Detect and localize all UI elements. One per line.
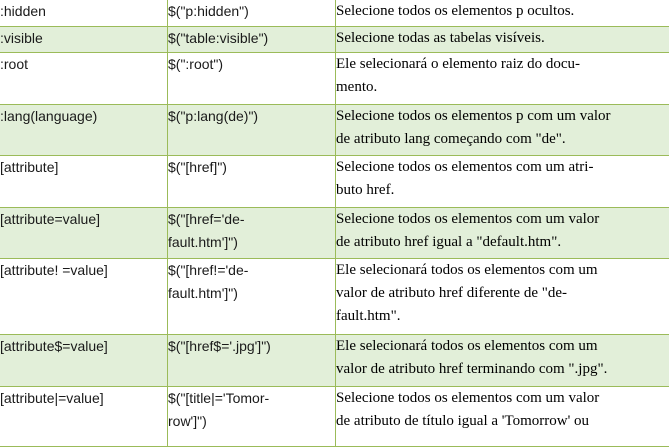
description-line: de atributo lang começando com "de". (336, 128, 669, 151)
description-line: Selecione todos os elementos com um valor (336, 208, 669, 231)
example-cell (168, 105, 336, 156)
example-code: fault.htm']") (168, 231, 335, 254)
selector-text: :root (0, 53, 167, 76)
selector-text: :lang(language) (0, 105, 167, 128)
example-cell (168, 335, 336, 387)
description-cell (336, 0, 669, 27)
description-line: Selecione todas as tabelas visíveis. (336, 27, 669, 50)
example-cell (168, 208, 336, 259)
table-row (0, 105, 669, 156)
selector-text: :hidden (0, 0, 167, 23)
description-cell (336, 208, 669, 259)
example-code: $("p:hidden") (168, 0, 335, 23)
description-line: Ele selecionará o elemento raiz do docu- (336, 53, 669, 76)
description-line: Selecione todos os elementos p ocultos. (336, 0, 669, 23)
example-cell (168, 0, 336, 27)
description-cell (336, 387, 669, 447)
example-code: $("p:lang(de)") (168, 105, 335, 128)
description-line: fault.htm". (336, 305, 669, 328)
description-line: Selecione todos os elementos com um valor (336, 387, 669, 410)
example-code: $("[href]") (168, 156, 335, 179)
example-cell (168, 156, 336, 208)
description-cell (336, 53, 669, 105)
example-code: $("[title|='Tomor- (168, 387, 335, 410)
description-line: mento. (336, 76, 669, 99)
selector-cell (0, 105, 168, 156)
example-code: $("table:visible") (168, 27, 335, 50)
description-line: Ele selecionará todos os elementos com um (336, 335, 669, 358)
description-line: Ele selecionará todos os elementos com um (336, 259, 669, 282)
selector-text: [attribute|=value] (0, 387, 167, 410)
selector-text: [attribute] (0, 156, 167, 179)
description-line: buto href. (336, 179, 669, 202)
table-row (0, 259, 669, 335)
description-line: Selecione todos os elementos p com um valor (336, 105, 669, 128)
table-row (0, 208, 669, 259)
table-row (0, 27, 669, 53)
table-row (0, 335, 669, 387)
description-line: valor de atributo href terminando com ".jpg". (336, 358, 669, 381)
selector-text: [attribute=value] (0, 208, 167, 231)
selector-cell (0, 53, 168, 105)
table-row (0, 53, 669, 105)
table-row (0, 387, 669, 447)
table-row (0, 156, 669, 208)
example-cell (168, 53, 336, 105)
selector-cell (0, 27, 168, 53)
description-cell (336, 259, 669, 335)
selector-cell (0, 0, 168, 27)
selector-cell (0, 156, 168, 208)
description-line: de atributo href igual a "default.htm". (336, 231, 669, 254)
table-row (0, 0, 669, 27)
description-cell (336, 105, 669, 156)
example-code: $("[href='de- (168, 208, 335, 231)
description-cell (336, 27, 669, 53)
example-code: fault.htm']") (168, 282, 335, 305)
example-cell (168, 259, 336, 335)
description-cell (336, 335, 669, 387)
example-code: $("[href$='.jpg']") (168, 335, 335, 358)
description-line: de atributo de título igual a 'Tomorrow' ou (336, 410, 669, 433)
selector-cell (0, 387, 168, 447)
selector-text: :visible (0, 27, 167, 50)
description-line: valor de atributo href diferente de "de- (336, 282, 669, 305)
example-code: $("[href!='de- (168, 259, 335, 282)
example-cell (168, 387, 336, 447)
description-line: Selecione todos os elementos com um atri- (336, 156, 669, 179)
example-code: row']") (168, 410, 335, 433)
selector-cell (0, 208, 168, 259)
selector-text: [attribute! =value] (0, 259, 167, 282)
example-code: $(":root") (168, 53, 335, 76)
selector-cell (0, 335, 168, 387)
selector-text: [attribute$=value] (0, 335, 167, 358)
example-cell (168, 27, 336, 53)
selector-cell (0, 259, 168, 335)
description-cell (336, 156, 669, 208)
